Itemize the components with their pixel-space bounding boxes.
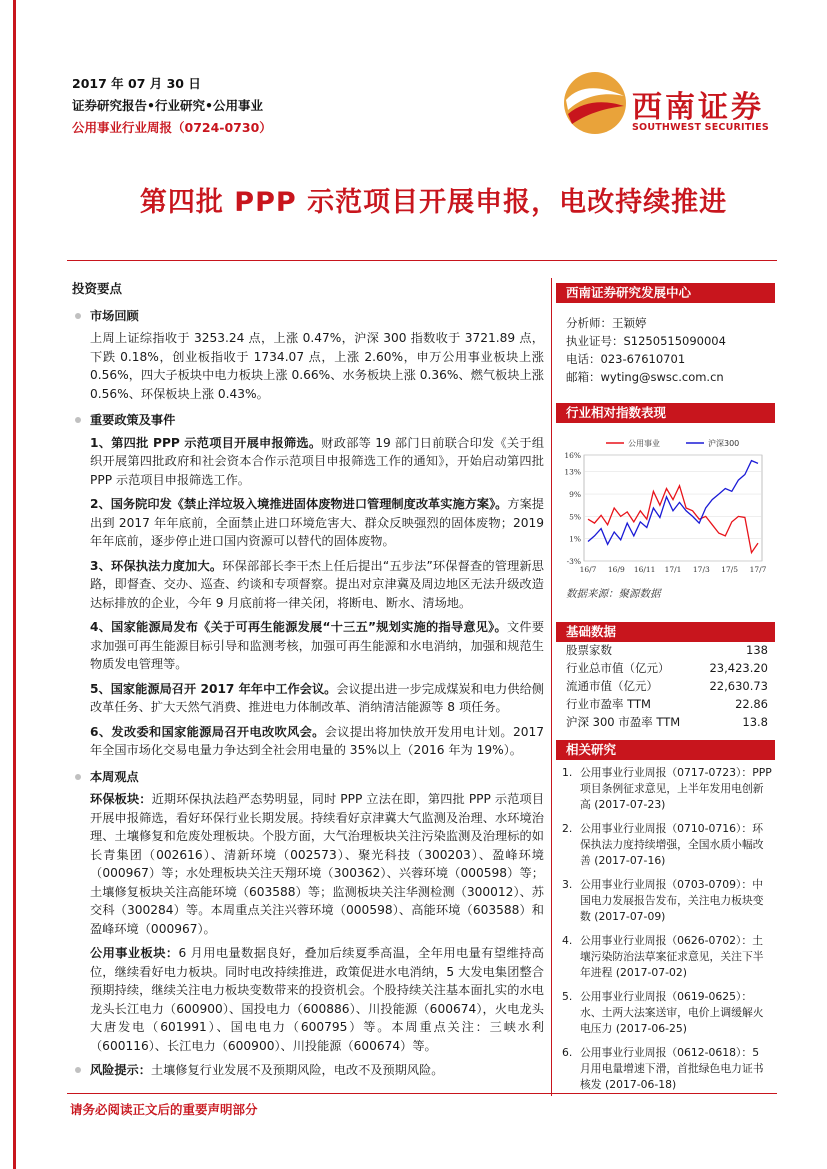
chart-y-tick-label: 9% xyxy=(569,490,581,500)
view-item-head: 公用事业板块： xyxy=(90,946,179,960)
chart-legend-label: 公用事业 xyxy=(628,439,660,448)
analyst-email: 邮箱：wyting@swsc.com.cn xyxy=(566,370,724,384)
basic-data-row xyxy=(566,695,768,713)
policy-item-head: 3、环保执法力度加大。 xyxy=(90,558,223,573)
chart-title-bar: 行业相对指数表现 xyxy=(556,403,775,423)
chart-series-line-0 xyxy=(588,486,758,553)
related-research-title-bar: 相关研究 xyxy=(556,740,775,760)
logo-text-en: SOUTHWEST SECURITIES xyxy=(632,122,769,133)
related-research-number: 4. xyxy=(562,934,573,947)
related-research-text: 公用事业行业周报（0703-0709）：中国电力发展报告发布，关注电力板块变数 (2017-07-09) xyxy=(580,878,764,923)
basic-data-row xyxy=(566,641,768,659)
basic-data-key: 沪深 300 市盈率 TTM xyxy=(566,715,681,729)
chart-x-tick-label: 17/7 xyxy=(749,565,767,574)
basic-data-value: 22.86 xyxy=(735,697,768,711)
related-research-item[interactable] xyxy=(560,1045,772,1093)
market-review-text: 上周上证综指收于 3253.24 点，上涨 0.47%，沪深 300 指数收于 3721.89 点，下跌 0.18%，创业板指收于 1734.07 点，上涨 2.60%，申万公用事业板块上涨 0.56%，四大子板块中电力板块上涨 0.66%、水务板块上涨 0.36%、燃气板块上涨 0.56%、环保板块上涨 0.43%。 xyxy=(90,331,544,401)
chart-y-tick-label: 16% xyxy=(564,451,581,460)
chart-y-tick-label: 5% xyxy=(569,512,581,522)
basic-data-key: 行业市盈率 TTM xyxy=(566,697,651,711)
chart-y-tick-label: 1% xyxy=(569,534,581,544)
view-item xyxy=(90,944,544,1055)
chart-x-tick-label: 17/5 xyxy=(721,565,739,574)
related-research-text: 公用事业行业周报（0710-0716）：环保执法力度持续增强，全国水质小幅改善 (2017-07-16) xyxy=(580,822,764,867)
section-heading: 投资要点 xyxy=(72,281,123,296)
analyst-name: 分析师：王颖婷 xyxy=(566,316,647,330)
related-research-list xyxy=(560,765,772,1101)
policy-item-body: 方案提出到 2017 年年底前，全面禁止进口环境危害大、群众反映强烈的固体废物；2019 年年底前，逐步停止进口国内资源可以替代的固体废物。 xyxy=(90,497,544,548)
view-item-body: 近期环保执法趋严态势明显，同时 PPP 立法在即，第四批 PPP 示范项目开展申报筛选，看好环保行业长期发展。持续看好京津冀大气监测及治理、水环境治理、土壤修复和危废处理板块。个股方面，大气治理板块关注污染监测及治理标的如长青集团（002616）、清新环境（002573）、聚光科技（300203）、盈峰环境（000967）等；水处理板块关注天翔环境（300362）、兴蓉环境（000598）等；土壤修复板块关注高能环境（603588）等；监测板块关注华测检测（300012）、苏交科（300284）等。本周重点关注兴蓉环境（000598）、高能环境（603588）和盈峰环境（000967）。 xyxy=(90,792,545,936)
report-subtitle: 公用事业行业周报（0724-0730） xyxy=(72,120,272,135)
policy-item xyxy=(90,495,544,551)
report-type: 证券研究报告•行业研究•公用事业 xyxy=(72,98,263,113)
related-research-text: 公用事业行业周报（0717-0723）：PPP 项目条例征求意见，上半年发用电创新高 (2017-07-23) xyxy=(580,766,772,811)
basic-data-key: 股票家数 xyxy=(566,643,612,657)
basic-data-value: 13.8 xyxy=(742,715,768,729)
risk-body: 土壤修复行业发展不及预期风险，电改不及预期风险。 xyxy=(150,1063,444,1077)
related-research-number: 5. xyxy=(562,990,573,1003)
analyst-license: 执业证号：S1250515090004 xyxy=(566,334,726,348)
footer-divider xyxy=(67,1093,777,1094)
left-accent-bar xyxy=(13,0,16,1169)
basic-data-row xyxy=(566,713,768,731)
analyst-info xyxy=(566,314,726,386)
center-title-bar: 西南证券研究发展中心 xyxy=(556,283,775,303)
policy-item xyxy=(90,680,544,717)
title-divider xyxy=(67,260,777,261)
main-column xyxy=(72,280,544,1084)
chart-x-tick-label: 17/1 xyxy=(664,565,682,574)
policy-title: 重要政策及事件 xyxy=(72,411,544,430)
view-title: 本周观点 xyxy=(72,768,544,787)
chart-y-tick-label: -3% xyxy=(566,557,581,566)
view-list xyxy=(72,790,544,1055)
policy-item-head: 4、国家能源局发布《关于可再生能源发展“十三五”规划实施的指导意见》。 xyxy=(90,620,507,634)
basic-data-row xyxy=(566,659,768,677)
basic-data-row xyxy=(566,677,768,695)
chart-series-line-1 xyxy=(588,461,758,545)
related-research-item[interactable] xyxy=(560,821,772,869)
policy-item-head: 6、发改委和国家能源局召开电改吹风会。 xyxy=(90,724,325,739)
related-research-text: 公用事业行业周报（0626-0702）：土壤污染防治法草案征求意见，关注下半年进程 (2017-07-02) xyxy=(580,934,764,979)
related-research-number: 6. xyxy=(562,1046,573,1059)
view-item-head: 环保板块： xyxy=(90,792,152,806)
chart-source: 数据来源：聚源数据 xyxy=(566,588,661,600)
policy-item xyxy=(90,557,544,613)
policy-item xyxy=(90,434,544,490)
policy-item xyxy=(90,723,544,760)
policy-item xyxy=(90,618,544,674)
chart-x-tick-label: 16/9 xyxy=(607,565,625,574)
chart-plot-frame xyxy=(584,455,762,561)
related-research-text: 公用事业行业周报（0619-0625）：水、土两大法案送审，电价上调缓解火电压力 (2017-06-25) xyxy=(580,990,764,1035)
chart-y-tick-label: 13% xyxy=(564,467,581,477)
market-review-title: 市场回顾 xyxy=(72,307,544,326)
basic-data-table xyxy=(566,641,768,731)
logo-text-cn: 西南证券 xyxy=(632,90,764,125)
policy-item-head: 1、第四批 PPP 示范项目开展申报筛选。 xyxy=(90,435,322,450)
policy-item-head: 5、国家能源局召开 2017 年年中工作会议。 xyxy=(90,681,337,696)
risk-note xyxy=(72,1061,544,1080)
related-research-number: 1. xyxy=(562,766,573,779)
chart-x-tick-label: 16/11 xyxy=(633,565,656,574)
view-item-body: 6 月用电量数据良好，叠加后续夏季高温，全年用电量有望维持高位，继续看好电力板块。同时电改持续推进，政策促进水电消纳，5 大发电集团整合预期持续，继续关注电力板块变数带来的投资机会。个股持续关注基本面扎实的水电龙头长江电力（600900）、国投电力（600886）、川投能源（600674），火电龙头大唐发电（601991）、国电电力（600795）等。本周重点关注：三峡水利（600116）、长江电力（600900）、川投能源（600674）等。 xyxy=(90,946,544,1053)
basic-data-value: 138 xyxy=(746,643,768,657)
basic-data-title-bar: 基础数据 xyxy=(556,622,775,642)
related-research-number: 3. xyxy=(562,878,573,891)
related-research-text: 公用事业行业周报（0612-0618）：5 月用电量增速下滑，首批绿色电力证书核发 (2017-06-18) xyxy=(580,1046,764,1091)
basic-data-value: 23,423.20 xyxy=(709,661,768,675)
footer-disclaimer: 请务必阅读正文后的重要声明部分 xyxy=(70,1102,258,1117)
basic-data-key: 流通市值（亿元） xyxy=(566,679,658,693)
view-item xyxy=(90,790,544,938)
policy-item-head: 2、国务院印发《禁止洋垃圾入境推进固体废物进口管理制度改革实施方案》。 xyxy=(90,497,508,511)
policy-item-body: 文件要求加强可再生能源目标引导和监测考核，加强可再生能源和水电消纳，加强和规范生物质发电管理等。 xyxy=(90,620,545,671)
chart-legend-label: 沪深300 xyxy=(708,439,740,448)
column-divider xyxy=(551,278,552,1096)
relative-index-chart xyxy=(556,431,775,583)
related-research-item[interactable] xyxy=(560,877,772,925)
chart-x-tick-label: 17/3 xyxy=(692,565,710,574)
policy-item-body: 环保部部长李干杰上任后提出“五步法”环保督查的管理新思路，即督查、交办、巡查、约谈和专项督察。提出对京津冀及周边地区无法升级改造达标排放的企业，今年 9 月底前将一律关闭，将断电、断水、清场地。 xyxy=(90,558,544,610)
policy-item-body: 会议提出进一步完成煤炭和电力供给侧改革任务、扩大天然气消费、推进电力体制改革、消纳清洁能源等 8 项任务。 xyxy=(90,681,544,714)
swsc-logo-icon xyxy=(562,70,628,136)
basic-data-key: 行业总市值（亿元） xyxy=(566,661,670,675)
policy-list xyxy=(72,434,544,760)
policy-item-body: 财政部等 19 部门日前联合印发《关于组织开展第四批政府和社会资本合作示范项目申报筛选工作的通知》，开始启动第四批 PPP 示范项目申报筛选工作。 xyxy=(90,435,545,487)
basic-data-value: 22,630.73 xyxy=(709,679,768,693)
policy-item-body: 会议提出将加快放开发用电计划。2017 年全国市场化交易电量力争达到全社会用电量的 35%以上（2016 年为 19%）。 xyxy=(90,724,544,757)
report-date: 2017 年 07 月 30 日 xyxy=(72,76,201,91)
chart-x-tick-label: 16/7 xyxy=(579,565,597,574)
analyst-phone: 电话：023-67610701 xyxy=(566,352,686,366)
related-research-item[interactable] xyxy=(560,765,772,813)
related-research-item[interactable] xyxy=(560,989,772,1037)
related-research-item[interactable] xyxy=(560,933,772,981)
risk-head: 风险提示： xyxy=(90,1063,151,1077)
related-research-number: 2. xyxy=(562,822,573,835)
page-title: 第四批 PPP 示范项目开展申报，电改持续推进 xyxy=(139,187,728,218)
